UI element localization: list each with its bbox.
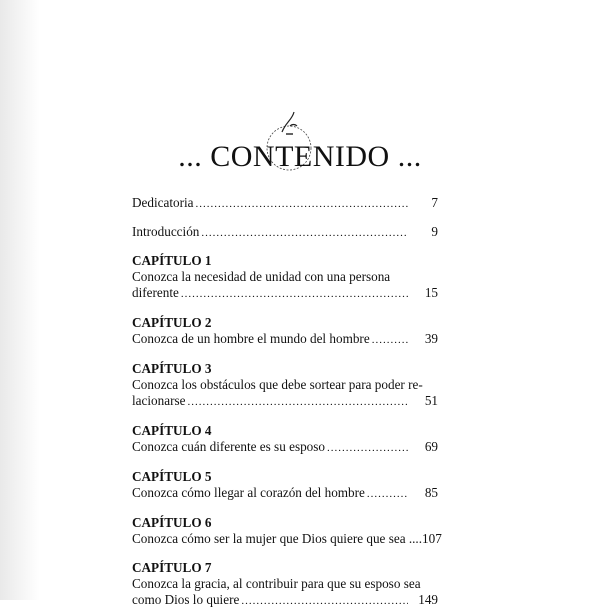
toc-entry-capitulo-3: [132, 361, 438, 410]
toc-line: [132, 439, 438, 456]
chapter-heading: CAPÍTULO 7: [132, 560, 212, 575]
toc-entry-text: Conozca de un hombre el mundo del hombre: [132, 331, 370, 346]
page-number: 107: [422, 531, 442, 546]
toc-entry-text: Conozca cuán diferente es su esposo: [132, 439, 325, 454]
dot-leader: [187, 394, 408, 410]
toc-entry-dedicatoria: [132, 195, 438, 212]
page-number: 85: [424, 485, 438, 500]
page-number: 149: [418, 592, 438, 607]
toc-entry-capitulo-2: [132, 315, 438, 348]
chapter-heading: CAPÍTULO 1: [132, 253, 212, 268]
page-number: 39: [424, 331, 438, 346]
toc-line: [132, 531, 442, 547]
dot-leader: [181, 286, 408, 302]
toc-line: [132, 393, 438, 410]
toc-entry-capitulo-1: [132, 253, 438, 302]
page-number: 69: [424, 439, 438, 454]
toc-entry-text: Conozca cómo llegar al corazón del hombre: [132, 485, 365, 500]
chapter-heading: CAPÍTULO 5: [132, 469, 212, 484]
dot-leader: [372, 332, 408, 348]
toc-entry-text: Conozca los obstáculos que debe sortear para poder re-: [132, 377, 423, 392]
chapter-heading: CAPÍTULO 4: [132, 423, 212, 438]
page-number: 51: [424, 393, 438, 408]
toc-entry-text: como Dios lo quiere: [132, 592, 240, 607]
toc-line: [132, 285, 438, 302]
chapter-heading: CAPÍTULO 6: [132, 515, 212, 530]
page-number: 15: [424, 285, 438, 300]
toc-entry-text: Conozca la gracia, al contribuir para que su esposo sea: [132, 576, 421, 591]
page-number: 9: [431, 224, 438, 239]
toc-line: [132, 592, 438, 609]
toc-entry-capitulo-4: [132, 423, 438, 456]
toc-entry-text: diferente: [132, 285, 179, 300]
table-of-contents: [132, 195, 442, 609]
toc-line: [132, 224, 438, 241]
toc-entry-capitulo-7: [132, 560, 438, 609]
chapter-heading: CAPÍTULO 3: [132, 361, 212, 376]
toc-entry-introduccion: [132, 224, 438, 241]
toc-entry-text: Introducción: [132, 224, 200, 239]
dot-leader: [367, 486, 408, 502]
dot-leader: [241, 593, 408, 609]
dot-leader: [196, 196, 408, 212]
dot-leader: [327, 440, 408, 456]
toc-entry-text: Dedicatoria: [132, 195, 194, 210]
page-edge-shadow: [0, 0, 40, 600]
toc-line: [132, 195, 438, 212]
toc-entry-capitulo-6: [132, 515, 442, 547]
toc-entry-text: Conozca la necesidad de unidad con una persona: [132, 269, 391, 284]
toc-entry-capitulo-5: [132, 469, 438, 502]
toc-line: [132, 485, 438, 502]
toc-line: [132, 331, 438, 348]
page-number: 7: [431, 195, 438, 210]
toc-entry-text: lacionarse: [132, 393, 186, 408]
chapter-heading: CAPÍTULO 2: [132, 315, 212, 330]
page-title: ... CONTENIDO ...: [178, 140, 422, 173]
toc-entry-text: Conozca cómo ser la mujer que Dios quiere que sea ....: [132, 531, 423, 546]
dot-leader: [201, 225, 408, 241]
